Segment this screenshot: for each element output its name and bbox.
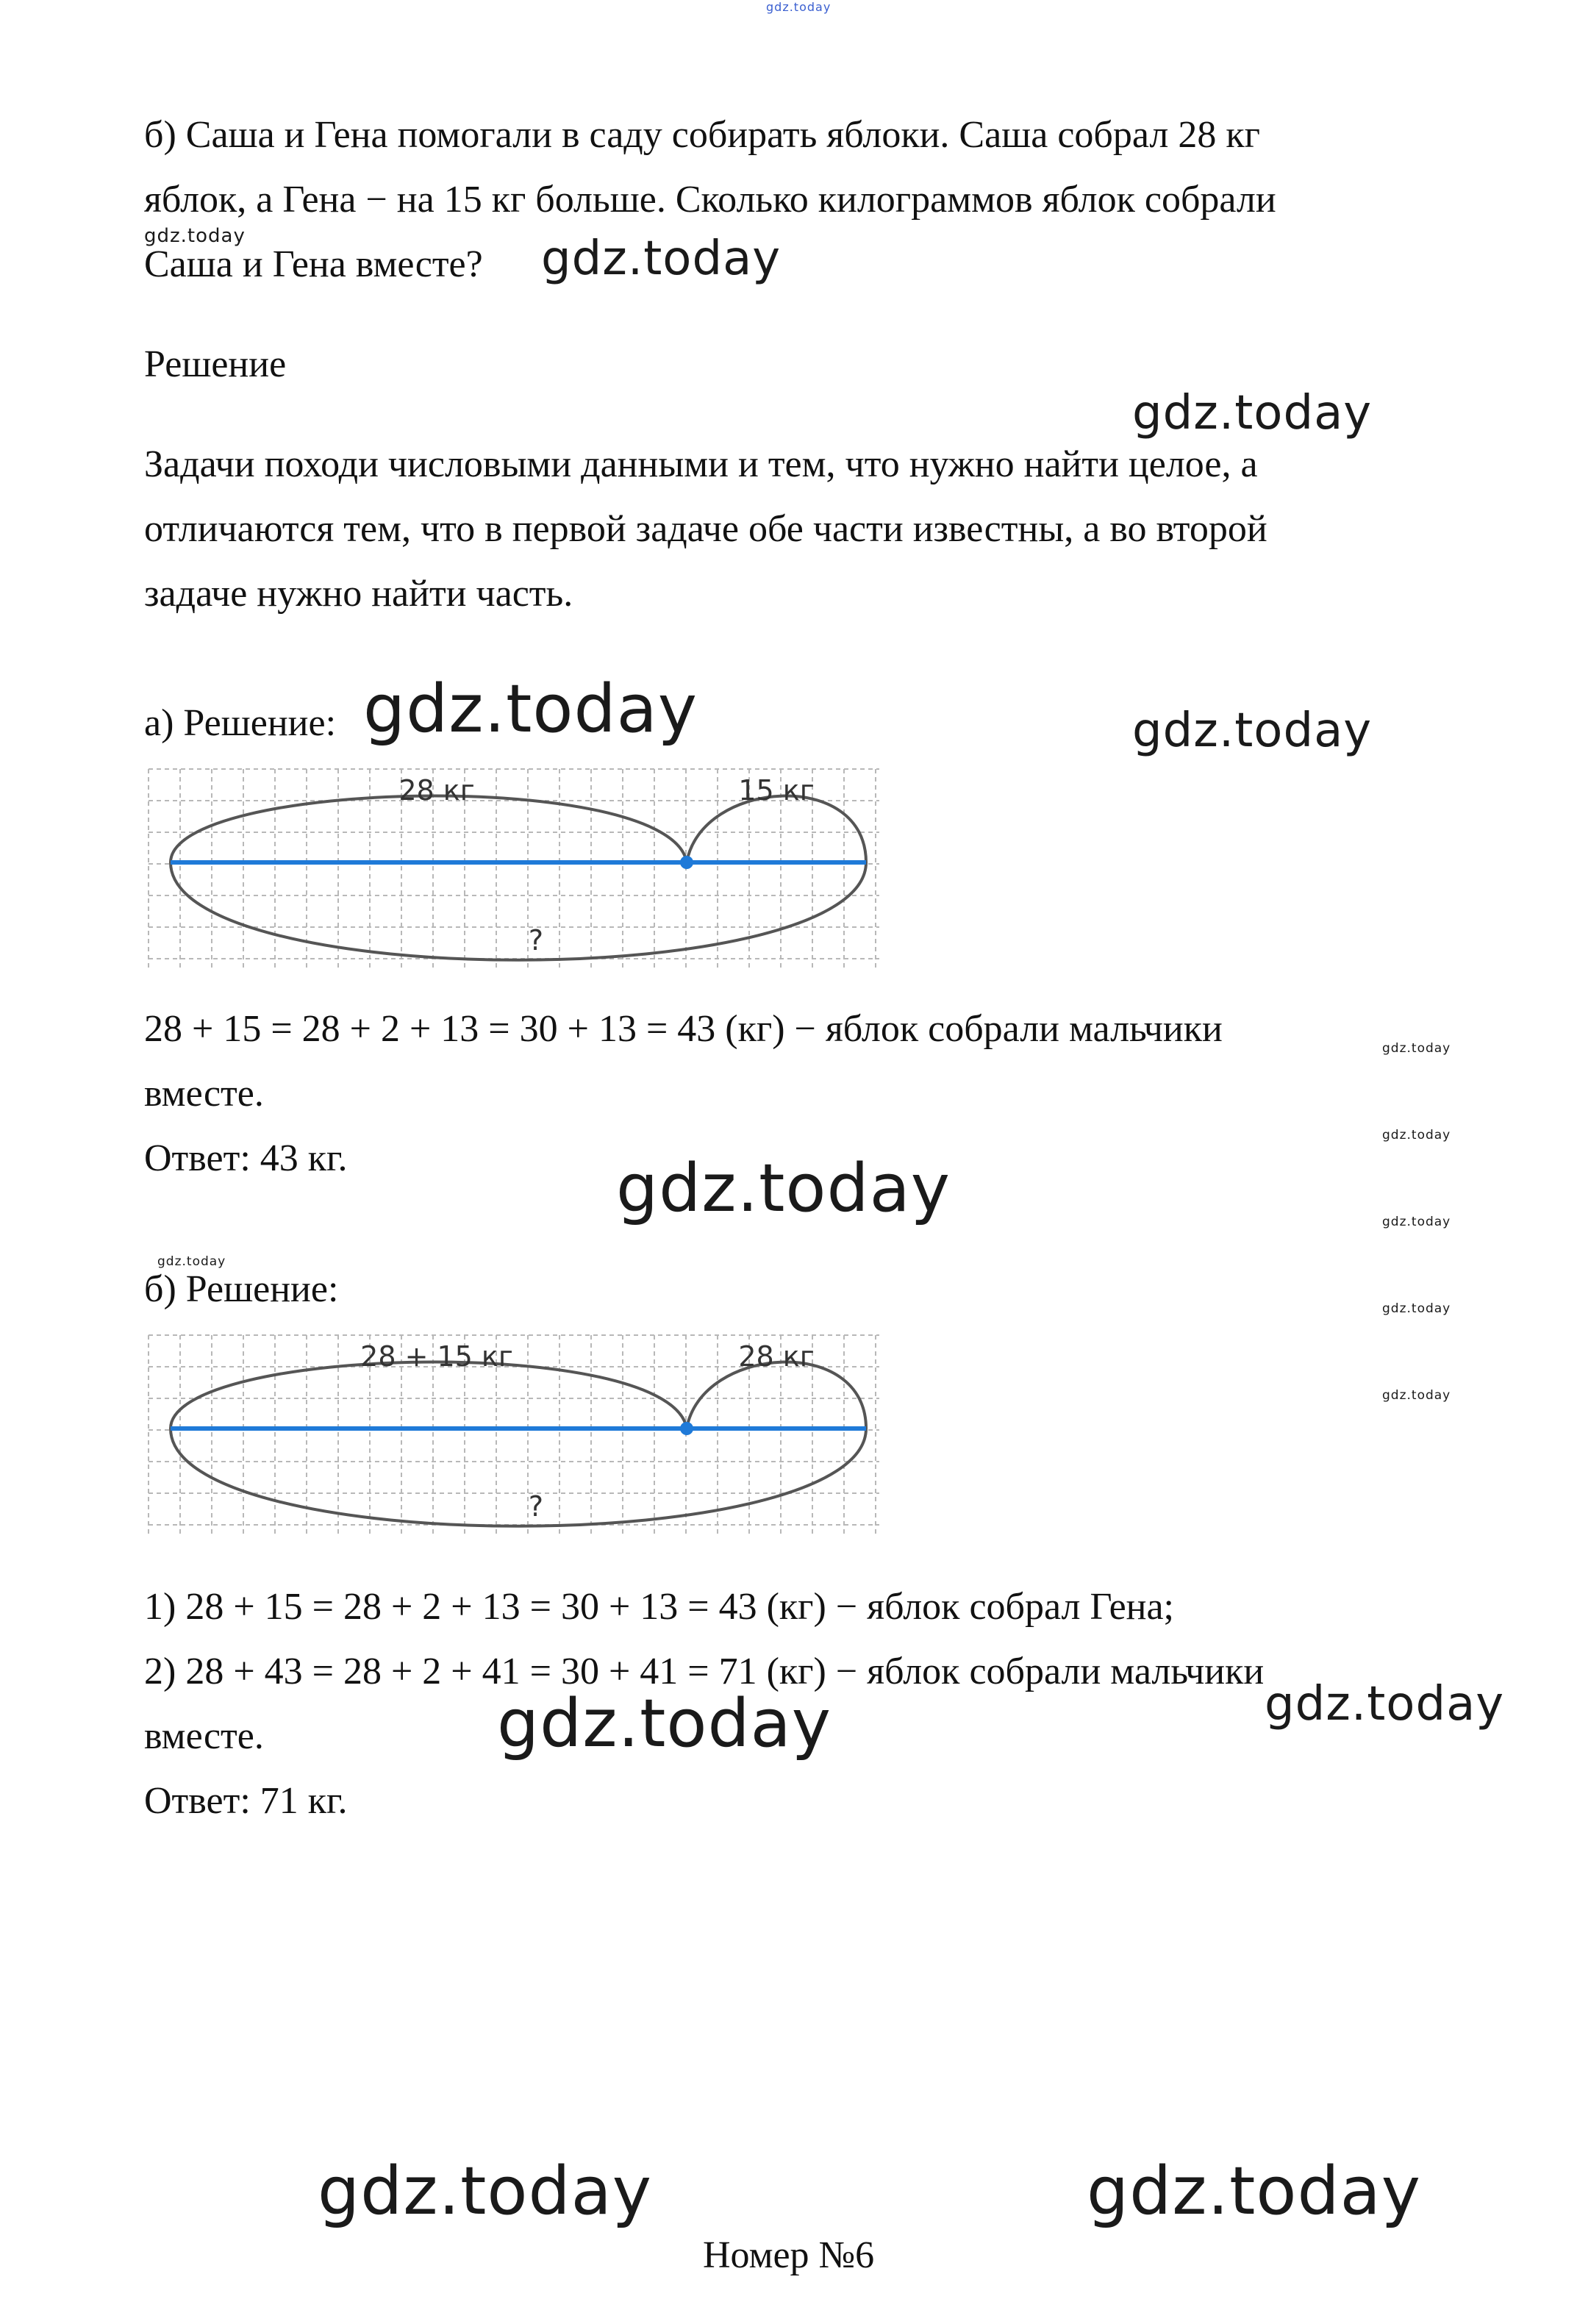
part-a-heading: а) Решение: (144, 702, 337, 744)
watermark-top: gdz.today (766, 0, 832, 14)
watermark: gdz.today (1132, 386, 1373, 440)
task-line-3: Саша и Гена вместе? (144, 243, 483, 285)
diagram-label-whole: ? (528, 1490, 544, 1523)
segment-split-point (680, 1422, 693, 1435)
watermark: gdz.today (1382, 1041, 1451, 1056)
watermark: gdz.today (318, 2153, 653, 2230)
part-a-calc-line-2: вместе. (144, 1073, 264, 1115)
part-b-heading: б) Решение: (144, 1268, 339, 1310)
part-a-calc-line-1: 28 + 15 = 28 + 2 + 13 = 30 + 13 = 43 (кг) − яблок собрали мальчики (144, 1008, 1223, 1050)
explanation-line-1: Задачи походи числовыми данными и тем, что нужно найти целое, а (144, 443, 1258, 485)
part-b-step-2-line-1: 2) 28 + 43 = 28 + 2 + 41 = 30 + 41 = 71 (кг) − яблок собрали мальчики (144, 1651, 1265, 1692)
diagram-label-left: 28 + 15 кг (360, 1340, 513, 1373)
watermark: gdz.today (616, 1150, 951, 1227)
diagram-label-whole: ? (528, 924, 544, 957)
task-line-2: яблок, а Гена − на 15 кг больше. Сколько килограммов яблок собрали (144, 179, 1276, 221)
segment-split-point (680, 856, 693, 869)
part-b-answer: Ответ: 71 кг. (144, 1780, 348, 1822)
diagram-label-right: 15 кг (738, 774, 815, 807)
watermark: gdz.today (541, 232, 782, 286)
watermark: gdz.today (157, 1254, 226, 1269)
watermark: gdz.today (497, 1685, 832, 1762)
watermark: gdz.today (1382, 1215, 1451, 1229)
part-a-answer: Ответ: 43 кг. (144, 1137, 348, 1179)
watermark: gdz.today (1265, 1677, 1505, 1731)
watermark: gdz.today (144, 225, 246, 247)
diagram-label-right: 28 кг (738, 1340, 815, 1373)
watermark: gdz.today (1087, 2153, 1422, 2230)
watermark: gdz.today (1382, 1128, 1451, 1143)
page-number: Номер №6 (703, 2234, 875, 2276)
watermark: gdz.today (1132, 704, 1373, 758)
diagram-label-left: 28 кг (398, 774, 475, 807)
segment-diagram-a (144, 765, 916, 978)
solution-heading: Решение (144, 343, 287, 385)
part-b-step-1: 1) 28 + 15 = 28 + 2 + 13 = 30 + 13 = 43 (кг) − яблок собрал Гена; (144, 1586, 1175, 1628)
segment-diagram-b (144, 1331, 916, 1544)
explanation-line-2: отличаются тем, что в первой задаче обе части известны, а во второй (144, 508, 1267, 550)
watermark: gdz.today (1382, 1301, 1451, 1316)
watermark: gdz.today (363, 671, 698, 748)
explanation-line-3: задаче нужно найти часть. (144, 573, 573, 615)
part-b-step-2-line-2: вместе. (144, 1715, 264, 1757)
watermark: gdz.today (1382, 1388, 1451, 1403)
task-line-1: б) Саша и Гена помогали в саду собирать яблоки. Саша собрал 28 кг (144, 114, 1260, 156)
